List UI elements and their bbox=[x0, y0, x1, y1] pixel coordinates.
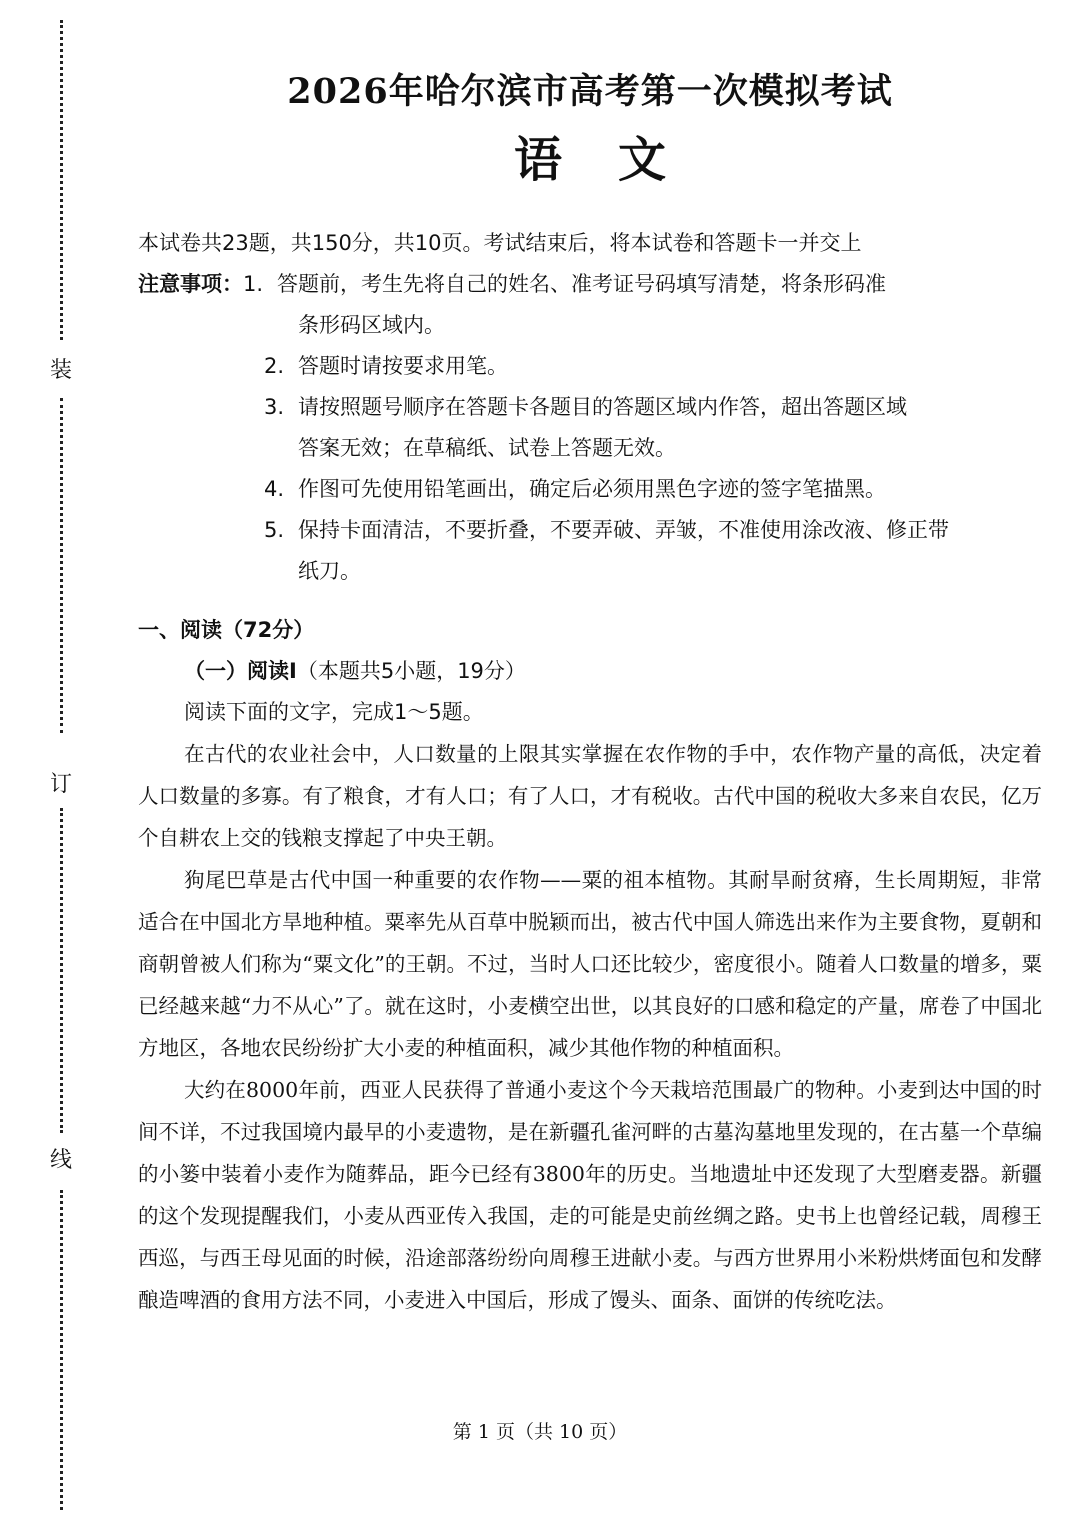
note-continuation: 条形码区域内。 bbox=[298, 313, 445, 337]
note-number: 2. bbox=[264, 354, 285, 378]
subsection-label: （一）阅读I bbox=[184, 659, 297, 683]
section-title: 一、阅读（72分） bbox=[138, 618, 315, 642]
note-item bbox=[138, 469, 1042, 510]
exam-intro: 本试卷共23题，共150分，共10页。考试结束后，将本试卷和答题卡一并交上 bbox=[138, 231, 862, 255]
note-number: 1. bbox=[243, 272, 264, 296]
note-text: 保持卡面清洁，不要折叠，不要弄破、弄皱，不准使用涂改液、修正带 bbox=[298, 518, 949, 542]
note-item bbox=[138, 387, 1042, 428]
note-item bbox=[138, 510, 1042, 551]
passage-paragraph: 大约在8000年前，西亚人民获得了普通小麦这个今天栽培范围最广的物种。小麦到达中国的时间不详，不过我国境内最早的小麦遗物，是在新疆孔雀河畔的古墓沟墓地里发现的，在古墓一个草编的小篓中装着小麦作为随葬品，距今已经有3800年的历史。当地遗址中还发现了大型磨麦器。新疆的这个发现提醒我们，小麦从西亚传入我国，走的可能是史前丝绸之路。史书上也曾经记载，周穆王西巡，与西王母见面的时候，沿途部落纷纷向周穆王进献小麦。与西方世界用小米粉烘烤面包和发酵酿造啤酒的食用方法不同，小麦进入中国后，形成了馒头、面条、面饼的传统吃法。 bbox=[138, 1078, 1042, 1312]
exam-title: 2026年哈尔滨市高考第一次模拟考试 bbox=[287, 71, 893, 112]
binding-margin bbox=[50, 20, 72, 1510]
note-text: 答题时请按要求用笔。 bbox=[298, 354, 508, 378]
binding-dotted-line bbox=[60, 1190, 63, 1510]
note-text: 作图可先使用铅笔画出，确定后必须用黑色字迹的签字笔描黑。 bbox=[298, 477, 886, 501]
notes-block bbox=[138, 264, 1042, 592]
note-item bbox=[138, 346, 1042, 387]
note-item bbox=[243, 264, 886, 305]
subsection-title bbox=[138, 651, 1042, 692]
note-number: 4. bbox=[264, 477, 285, 501]
binding-label-ding: 订 bbox=[49, 772, 72, 797]
reading-instruction: 阅读下面的文字，完成1～5题。 bbox=[184, 700, 484, 724]
note-continuation: 答案无效；在草稿纸、试卷上答题无效。 bbox=[298, 436, 676, 460]
note-text: 请按照题号顺序在答题卡各题目的答题区域内作答，超出答题区域 bbox=[298, 395, 907, 419]
note-text: 答题前，考生先将自己的姓名、准考证号码填写清楚，将条形码准 bbox=[277, 272, 886, 296]
exam-page bbox=[138, 62, 1042, 1321]
note-number: 3. bbox=[264, 395, 285, 419]
binding-label-xian: 线 bbox=[49, 1148, 72, 1173]
notes-label: 注意事项： bbox=[138, 272, 243, 296]
page-footer: 第 1 页（共 10 页） bbox=[452, 1421, 628, 1443]
note-number: 5. bbox=[264, 518, 285, 542]
passage-paragraph: 在古代的农业社会中，人口数量的上限其实掌握在农作物的手中，农作物产量的高低，决定着人口数量的多寡。有了粮食，才有人口；有了人口，才有税收。古代中国的税收大多来自农民，亿万个自耕农上交的钱粮支撑起了中央王朝。 bbox=[138, 742, 1042, 850]
binding-label-zhuang: 装 bbox=[49, 358, 72, 383]
binding-dotted-line bbox=[60, 398, 63, 733]
binding-dotted-line bbox=[60, 20, 63, 340]
subsection-detail: （本题共5小题，19分） bbox=[296, 659, 526, 683]
passage-paragraph: 狗尾巴草是古代中国一种重要的农作物——粟的祖本植物。其耐旱耐贫瘠，生长周期短，非常适合在中国北方旱地种植。粟率先从百草中脱颖而出，被古代中国人筛选出来作为主要食物，夏朝和商朝曾被人们称为“粟文化”的王朝。不过，当时人口还比较少，密度很小。随着人口数量的增多，粟已经越来越“力不从心”了。就在这时，小麦横空出世，以其良好的口感和稳定的产量，席卷了中国北方地区，各地农民纷纷扩大小麦的种植面积，减少其他作物的种植面积。 bbox=[138, 868, 1042, 1060]
subject-char-2: 文 bbox=[618, 132, 667, 188]
note-continuation: 纸刀。 bbox=[298, 559, 361, 583]
subject-char-1: 语 bbox=[513, 132, 562, 188]
subject-title bbox=[138, 122, 1042, 198]
binding-dotted-line bbox=[60, 808, 63, 1133]
